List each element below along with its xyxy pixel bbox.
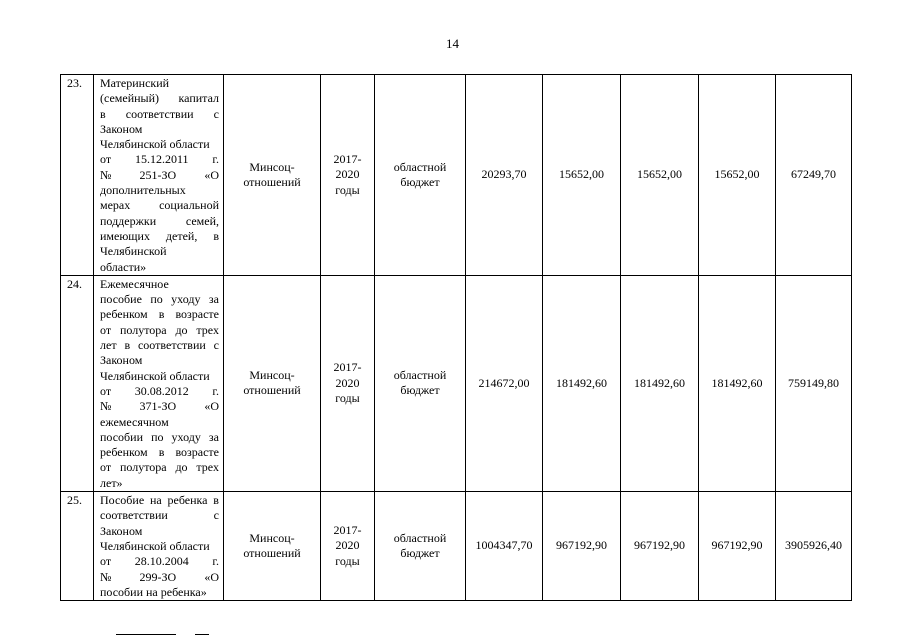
measure-name-line: Челябинской области — [100, 368, 210, 383]
value-year: 20293,70 — [466, 75, 543, 276]
period — [321, 275, 375, 491]
measure-name-line: Ежемесячное — [100, 276, 169, 291]
value-total: 67249,70 — [776, 75, 852, 276]
row-number: 25. — [61, 492, 94, 601]
executor-line: отношений — [243, 383, 301, 398]
value-year: 181492,60 — [621, 275, 699, 491]
executor-line: Минсоц- — [249, 368, 295, 383]
value-year: 967192,90 — [699, 492, 776, 601]
funding-source — [375, 75, 466, 276]
measure-name-line: № 371-ЗО «О — [100, 399, 219, 414]
measure-name-line: от 15.12.2011 г. — [100, 152, 219, 167]
measure-name-line: пособие по уходу за — [100, 292, 219, 307]
measure-name-line: Законом — [100, 523, 143, 538]
measure-name-line: № 251-ЗО «О — [100, 167, 219, 182]
funding-source-line: бюджет — [400, 383, 440, 398]
executor — [224, 492, 321, 601]
executor-line: отношений — [243, 546, 301, 561]
period-line: 2020 — [335, 538, 360, 553]
measure-name-line: Челябинской области — [100, 137, 210, 152]
funding-source-line: областной — [393, 159, 447, 174]
funding-source-line: бюджет — [400, 546, 440, 561]
period-line: годы — [335, 553, 360, 568]
table-row — [61, 492, 852, 601]
measure-name-line: поддержки семей, — [100, 213, 219, 228]
row-number: 24. — [61, 275, 94, 491]
measure-name-line: Челябинской — [100, 244, 167, 259]
measure-name-line: лет в соответствии с — [100, 338, 219, 353]
period-line: годы — [335, 182, 360, 197]
funding-source — [375, 492, 466, 601]
measure-name-line: Материнский — [100, 76, 170, 90]
executor — [224, 75, 321, 276]
value-year: 214672,00 — [466, 275, 543, 491]
measure-name-line: области» — [100, 259, 147, 274]
measure-name-line: от полутора до трех — [100, 322, 219, 337]
value-year: 15652,00 — [699, 75, 776, 276]
measure-name-line: № 299-ЗО «О — [100, 569, 219, 584]
measures-table — [60, 74, 852, 601]
value-year: 967192,90 — [543, 492, 621, 601]
measure-name-line: имеющих детей, в — [100, 228, 219, 243]
executor-line: Минсоц- — [249, 530, 295, 545]
measure-name-line: (семейный) капитал — [100, 91, 219, 106]
value-year: 181492,60 — [543, 275, 621, 491]
measure-name-line: мерах социальной — [100, 198, 219, 213]
period — [321, 492, 375, 601]
measure-name-line: от полутора до трех — [100, 460, 219, 475]
measure-name-line: соответствии с — [100, 508, 219, 523]
value-year: 1004347,70 — [466, 492, 543, 601]
funding-source-line: областной — [393, 368, 447, 383]
executor-line: Минсоц- — [249, 159, 295, 174]
funding-source-line: бюджет — [400, 174, 440, 189]
table-body — [61, 75, 852, 601]
period-line: 2017- — [333, 360, 362, 375]
measure-name — [94, 275, 224, 491]
measure-name-line: ежемесячном — [100, 414, 169, 429]
row-number: 23. — [61, 75, 94, 276]
measure-name-line: пособии по уходу за — [100, 429, 219, 444]
table-row — [61, 75, 852, 276]
executor — [224, 275, 321, 491]
value-total: 759149,80 — [776, 275, 852, 491]
funding-source-line: областной — [393, 530, 447, 545]
value-year: 15652,00 — [621, 75, 699, 276]
measure-name-line: Законом — [100, 353, 143, 368]
measure-name-line: ребенком в возрасте — [100, 307, 219, 322]
measure-name-line: от 30.08.2012 г. — [100, 383, 219, 398]
executor-line: отношений — [243, 174, 301, 189]
period-line: 2020 — [335, 375, 360, 390]
measure-name-line: от 28.10.2004 г. — [100, 554, 219, 569]
page-number: 14 — [446, 36, 459, 51]
funding-source — [375, 275, 466, 491]
scan-artifact-line — [195, 634, 209, 635]
period-line: 2020 — [335, 167, 360, 182]
period — [321, 75, 375, 276]
measure-name-line: пособии на ребенка» — [100, 584, 207, 599]
measure-name-line: в соответствии с — [100, 106, 219, 121]
value-year: 15652,00 — [543, 75, 621, 276]
measure-name-line: дополнительных — [100, 183, 186, 198]
measure-name-line: Пособие на ребенка в — [100, 493, 219, 508]
scan-artifact-line — [116, 634, 176, 635]
measure-name — [94, 492, 224, 601]
measure-name-line: лет» — [100, 475, 123, 490]
value-total: 3905926,40 — [776, 492, 852, 601]
value-year: 181492,60 — [699, 275, 776, 491]
value-year: 967192,90 — [621, 492, 699, 601]
measure-name — [94, 75, 224, 276]
period-line: 2017- — [333, 151, 362, 166]
measure-name-line: Законом — [100, 121, 143, 136]
period-line: 2017- — [333, 523, 362, 538]
measure-name-line: ребенком в возрасте — [100, 445, 219, 460]
measure-name-line: Челябинской области — [100, 538, 210, 553]
period-line: годы — [335, 391, 360, 406]
table-row — [61, 275, 852, 491]
